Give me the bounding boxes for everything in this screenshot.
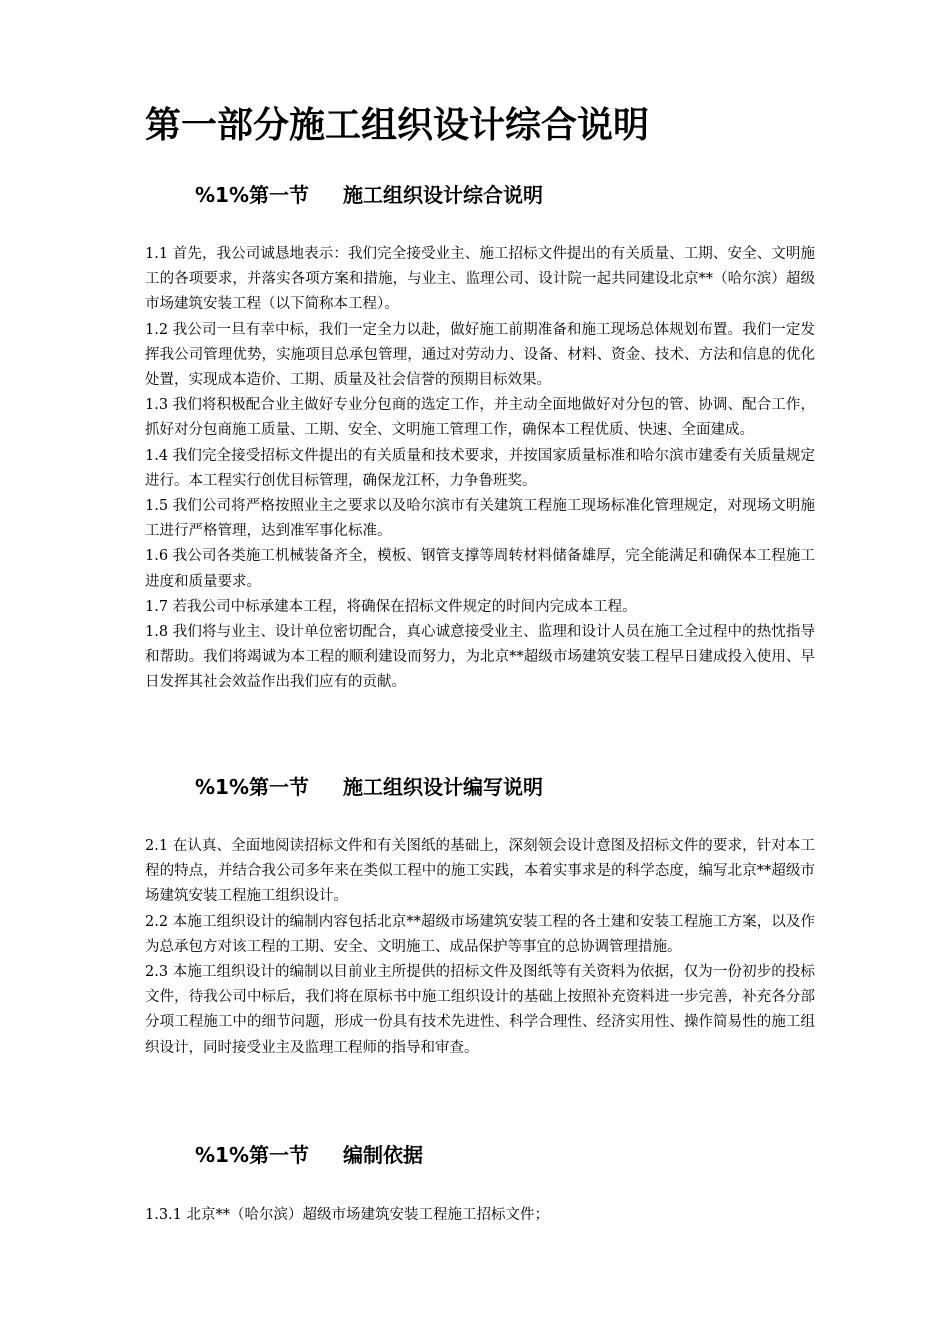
paragraph: 1.3.1 北京**（哈尔滨）超级市场建筑安装工程施工招标文件； — [145, 1207, 550, 1223]
paragraph: 1.3 我们将积极配合业主做好专业分包商的选定工作，并主动全面地做好对分包的管、协调、配合工作，抓好对分包商施工质量、工期、安全、文明施工管理工作，确保本工程优质、快速、全面建成。 — [145, 397, 815, 439]
section-title: 施工组织设计综合说明 — [343, 183, 543, 207]
document-title: 第一部分施工组织设计综合说明 — [145, 105, 650, 146]
section-title: 施工组织设计编写说明 — [343, 775, 543, 799]
section-heading-2 — [195, 772, 543, 802]
paragraph: 1.6 我公司各类施工机械装备齐全，模板、钢管支撑等周转材料储备雄厚，完全能满足和确保本工程施工进度和质量要求。 — [145, 548, 815, 590]
paragraph: 1.2 我公司一旦有幸中标，我们一定全力以赴，做好施工前期准备和施工现场总体规划布置。我们一定发挥我公司管理优势，实施项目总承包管理，通过对劳动力、设备、材料、资金、技术、方法和信息的优化处置，实现成本造价、工期、质量及社会信誉的预期目标效果。 — [145, 321, 815, 389]
paragraph: 2.2 本施工组织设计的编制内容包括北京**超级市场建筑安装工程的各土建和安装工程施工方案，以及作为总承包方对该工程的工期、安全、文明施工、成品保护等事宜的总协调管理措施。 — [145, 913, 815, 955]
paragraph: 1.4 我们完全接受招标文件提出的有关质量和技术要求，并按国家质量标准和哈尔滨市建委有关质量规定进行。本工程实行创优目标管理，确保龙江杯，力争鲁班奖。 — [145, 447, 815, 489]
section-body-1 — [145, 242, 815, 696]
section-body-2 — [145, 834, 815, 1061]
paragraph: 1.5 我们公司将严格按照业主之要求以及哈尔滨市有关建筑工程施工现场标准化管理规定，对现场文明施工进行严格管理，达到准军事化标准。 — [145, 498, 815, 540]
section-number: %1%第一节 — [195, 775, 309, 799]
section-body-3 — [145, 1203, 815, 1228]
paragraph: 1.8 我们将与业主、设计单位密切配合，真心诚意接受业主、监理和设计人员在施工全过程中的热忱指导和帮助。我们将竭诚为本工程的顺利建设而努力，为北京**超级市场建筑安装工程早日建成投入使用、早日发挥其社会效益作出我们应有的贡献。 — [145, 624, 815, 691]
section-heading-3 — [195, 1140, 423, 1170]
paragraph: 1.7 若我公司中标承建本工程，将确保在招标文件规定的时间内完成本工程。 — [145, 598, 637, 615]
section-number: %1%第一节 — [195, 183, 309, 207]
section-title: 编制依据 — [343, 1143, 423, 1167]
section-number: %1%第一节 — [195, 1143, 309, 1167]
paragraph: 1.1 首先，我公司诚恳地表示：我们完全接受业主、施工招标文件提出的有关质量、工期、安全、文明施工的各项要求，并落实各项方案和措施，与业主、监理公司、设计院一起共同建设北京**（哈尔滨）超级市场建筑安装工程（以下简称本工程）。 — [145, 246, 815, 313]
section-heading-1 — [195, 180, 543, 210]
paragraph: 2.1 在认真、全面地阅读招标文件和有关图纸的基础上，深刻领会设计意图及招标文件的要求，针对本工程的特点，并结合我公司多年来在类似工程中的施工实践，本着实事求是的科学态度，编写北京**超级市场建筑安装工程施工组织设计。 — [145, 838, 815, 905]
paragraph: 2.3 本施工组织设计的编制以目前业主所提供的招标文件及图纸等有关资料为依据，仅为一份初步的投标文件，待我公司中标后，我们将在原标书中施工组织设计的基础上按照补充资料进一步完善，补充各分部分项工程施工中的细节问题，形成一份具有技术先进性、科学合理性、经济实用性、操作简易性的施工组织设计，同时接受业主及监理工程师的指导和审查。 — [145, 964, 815, 1056]
